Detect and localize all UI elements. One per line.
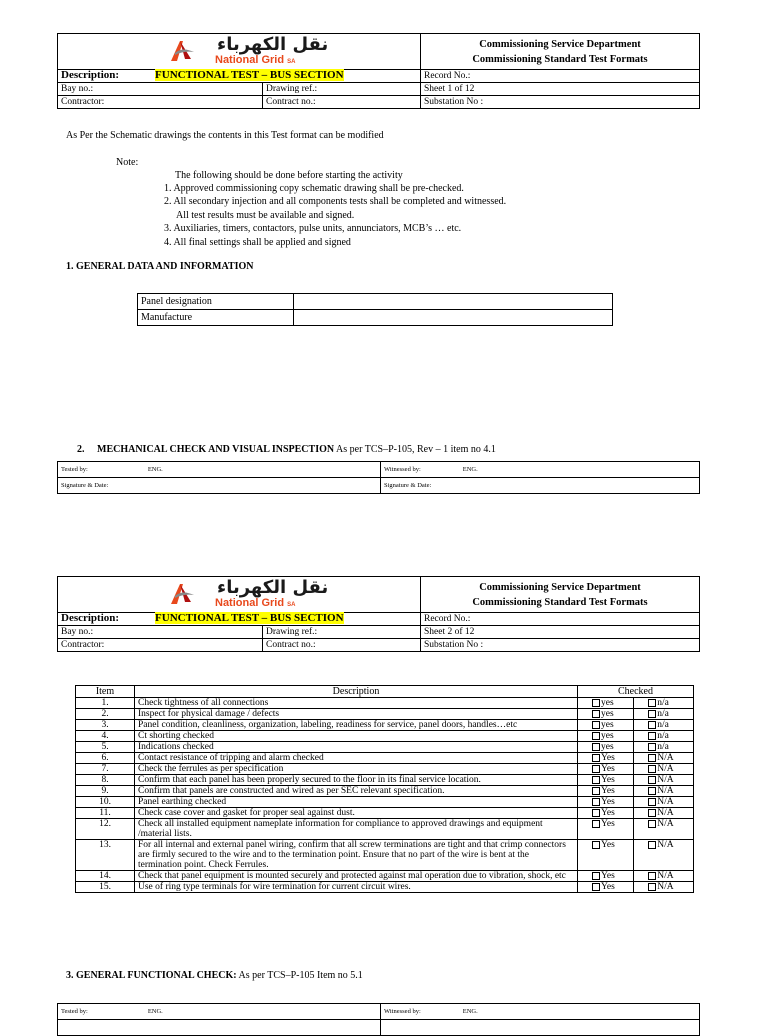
yes-checkbox[interactable]	[592, 754, 600, 762]
yes-checkbox[interactable]	[592, 721, 600, 729]
item-description: Ct shorting checked	[135, 731, 578, 742]
section3-heading	[66, 970, 363, 981]
yes-checkbox[interactable]	[592, 809, 600, 817]
header-table-1	[57, 33, 700, 109]
checked-cell	[578, 709, 634, 720]
item-number: 5.	[76, 742, 135, 753]
checked-cell	[578, 753, 634, 764]
yes-label: Yes	[601, 797, 615, 807]
na-label: n/a	[657, 709, 669, 719]
record-no: Record No.:	[421, 613, 700, 626]
na-checkbox[interactable]	[648, 798, 656, 806]
contract-no: Contract no.:	[263, 639, 421, 652]
checked-cell	[578, 720, 634, 731]
checked-cell	[634, 775, 694, 786]
section2-number: 2.	[77, 444, 85, 455]
yes-label: yes	[601, 731, 614, 741]
logo-cell	[58, 577, 421, 613]
yes-checkbox[interactable]	[592, 841, 600, 849]
company-suffix: SA	[287, 602, 296, 608]
item-number: 2.	[76, 709, 135, 720]
checked-cell	[634, 709, 694, 720]
table-row	[76, 871, 694, 882]
na-label: N/A	[657, 840, 674, 850]
table-row	[76, 775, 694, 786]
checked-cell	[578, 819, 634, 840]
drawing-ref: Drawing ref.:	[263, 83, 421, 96]
item-number: 4.	[76, 731, 135, 742]
logo-cell	[58, 34, 421, 70]
item-number: 15.	[76, 882, 135, 893]
contractor: Contractor:	[58, 96, 263, 109]
table-row	[76, 720, 694, 731]
na-label: n/a	[657, 698, 669, 708]
yes-checkbox[interactable]	[592, 710, 600, 718]
description-value: FUNCTIONAL TEST – BUS SECTION	[155, 69, 344, 81]
table-row	[76, 882, 694, 893]
checked-cell	[578, 764, 634, 775]
item-description: Panel earthing checked	[135, 797, 578, 808]
na-label: N/A	[657, 786, 674, 796]
sheet-number: Sheet 2 of 12	[421, 626, 700, 639]
section3-title: 3. GENERAL FUNCTIONAL CHECK:	[66, 970, 237, 981]
yes-checkbox[interactable]	[592, 699, 600, 707]
yes-checkbox[interactable]	[592, 883, 600, 891]
tested-signature-date: Signature & Date:	[58, 478, 381, 494]
witnessed-by-label: Witnessed by:	[384, 466, 421, 473]
na-checkbox[interactable]	[648, 732, 656, 740]
company-arabic-name: نقل الكهرباء	[217, 577, 329, 598]
checked-cell	[634, 720, 694, 731]
item-description: Contact resistance of tripping and alarm checked	[135, 753, 578, 764]
standard-formats: Commissioning Standard Test Formats	[472, 596, 648, 608]
yes-label: Yes	[601, 786, 615, 796]
col-checked-header: Checked	[578, 686, 694, 698]
checked-cell	[634, 819, 694, 840]
checked-cell	[578, 882, 634, 893]
note-item: 4. All final settings shall be applied and signed	[164, 237, 351, 248]
general-data-table	[137, 293, 613, 326]
checked-cell	[634, 731, 694, 742]
yes-checkbox[interactable]	[592, 820, 600, 828]
department-cell	[421, 577, 700, 613]
checked-cell	[634, 753, 694, 764]
na-label: N/A	[657, 797, 674, 807]
national-grid-logo-icon	[169, 39, 195, 63]
checked-cell	[578, 786, 634, 797]
department-name: Commissioning Service Department	[479, 581, 641, 593]
record-no: Record No.:	[421, 70, 700, 83]
na-label: n/a	[657, 720, 669, 730]
checked-cell	[578, 840, 634, 871]
table-row	[76, 709, 694, 720]
item-description: Panel condition, cleanliness, organization, labeling, readiness for service, panel doors, handles…etc	[135, 720, 578, 731]
item-number: 8.	[76, 775, 135, 786]
table-row	[76, 808, 694, 819]
na-checkbox[interactable]	[648, 754, 656, 762]
company-arabic-name: نقل الكهرباء	[217, 34, 329, 55]
tested-by-eng: ENG.	[147, 466, 163, 473]
yes-label: Yes	[601, 882, 615, 892]
na-checkbox[interactable]	[648, 710, 656, 718]
department-name: Commissioning Service Department	[479, 38, 641, 50]
checked-cell	[634, 786, 694, 797]
yes-label: yes	[601, 709, 614, 719]
table-row	[76, 731, 694, 742]
witnessed-by-label: Witnessed by:	[384, 1008, 421, 1015]
inspection-checklist-table	[75, 685, 694, 893]
yes-label: Yes	[601, 871, 615, 881]
na-label: N/A	[657, 764, 674, 774]
yes-checkbox[interactable]	[592, 872, 600, 880]
yes-label: yes	[601, 720, 614, 730]
signoff-table-2	[57, 1003, 700, 1036]
section1-title: 1. GENERAL DATA AND INFORMATION	[66, 261, 254, 272]
company-english-name: National Grid	[215, 597, 285, 609]
item-description: Use of ring type terminals for wire termination for current circuit wires.	[135, 882, 578, 893]
na-checkbox[interactable]	[648, 787, 656, 795]
tested-signature-date	[58, 1020, 381, 1036]
yes-checkbox[interactable]	[592, 776, 600, 784]
table-row	[76, 764, 694, 775]
table-row	[76, 786, 694, 797]
substation-no: Substation No :	[421, 639, 700, 652]
contract-no: Contract no.:	[263, 96, 421, 109]
manufacture-field[interactable]	[294, 310, 613, 326]
na-checkbox[interactable]	[648, 721, 656, 729]
substation-no: Substation No :	[421, 96, 700, 109]
table-row	[76, 698, 694, 709]
na-checkbox[interactable]	[648, 743, 656, 751]
intro-text: As Per the Schematic drawings the contents in this Test format can be modified	[66, 130, 384, 141]
item-number: 14.	[76, 871, 135, 882]
contractor: Contractor:	[58, 639, 263, 652]
checked-cell	[578, 808, 634, 819]
yes-label: Yes	[601, 840, 615, 850]
checked-cell	[578, 698, 634, 709]
checked-cell	[634, 764, 694, 775]
bay-no: Bay no.:	[58, 626, 263, 639]
checked-cell	[578, 871, 634, 882]
item-description: Indications checked	[135, 742, 578, 753]
yes-checkbox[interactable]	[592, 743, 600, 751]
col-item-header: Item	[76, 686, 135, 698]
yes-label: yes	[601, 742, 614, 752]
section3-ref: As per TCS–P-105 Item no 5.1	[236, 970, 363, 981]
item-description: Check tightness of all connections	[135, 698, 578, 709]
note-item: 1. Approved commissioning copy schematic drawing shall be pre-checked.	[164, 183, 464, 194]
na-label: N/A	[657, 775, 674, 785]
yes-label: yes	[601, 698, 614, 708]
note-item: All test results must be available and signed.	[176, 210, 355, 221]
na-label: N/A	[657, 753, 674, 763]
na-checkbox[interactable]	[648, 776, 656, 784]
department-cell	[421, 34, 700, 70]
na-label: N/A	[657, 819, 674, 829]
item-number: 6.	[76, 753, 135, 764]
yes-label: Yes	[601, 753, 615, 763]
tested-by-label: Tested by:	[61, 466, 88, 473]
item-number: 7.	[76, 764, 135, 775]
note-lead: The following should be done before starting the activity	[175, 170, 403, 181]
signoff-table-1	[57, 461, 700, 494]
manufacture-label: Manufacture	[138, 310, 294, 326]
item-description: Confirm that each panel has been properly secured to the floor in its final service location.	[135, 775, 578, 786]
yes-label: Yes	[601, 775, 615, 785]
description-label: Description:	[61, 69, 120, 81]
na-checkbox[interactable]	[648, 883, 656, 891]
na-checkbox[interactable]	[648, 841, 656, 849]
na-checkbox[interactable]	[648, 820, 656, 828]
section2-ref: As per TCS–P-105, Rev – 1 item no 4.1	[334, 444, 496, 455]
company-suffix: SA	[287, 59, 296, 65]
witnessed-by-eng: ENG.	[462, 1008, 478, 1015]
table-row	[76, 819, 694, 840]
note-label: Note:	[116, 157, 139, 168]
checked-cell	[634, 882, 694, 893]
item-description: Check all installed equipment nameplate information for compliance to approved drawings and equipment /material lists.	[135, 819, 578, 840]
item-description: Check that panel equipment is mounted securely and protected against mal operation due to vibration, shock, etc	[135, 871, 578, 882]
header-table-2	[57, 576, 700, 652]
note-item: 3. Auxiliaries, timers, contactors, pulse units, annunciators, MCB’s … etc.	[164, 223, 462, 234]
na-label: N/A	[657, 808, 674, 818]
standard-formats: Commissioning Standard Test Formats	[472, 53, 648, 65]
yes-checkbox[interactable]	[592, 787, 600, 795]
yes-checkbox[interactable]	[592, 798, 600, 806]
item-description: Check the ferrules as per specification	[135, 764, 578, 775]
table-row	[76, 840, 694, 871]
checked-cell	[578, 731, 634, 742]
yes-label: Yes	[601, 764, 615, 774]
tested-by-label: Tested by:	[61, 1008, 88, 1015]
sheet-number: Sheet 1 of 12	[421, 83, 700, 96]
na-label: N/A	[657, 882, 674, 892]
checked-cell	[634, 742, 694, 753]
yes-label: Yes	[601, 808, 615, 818]
item-number: 10.	[76, 797, 135, 808]
description-label: Description:	[61, 612, 120, 624]
na-label: N/A	[657, 871, 674, 881]
panel-designation-label: Panel designation	[138, 294, 294, 310]
na-checkbox[interactable]	[648, 872, 656, 880]
yes-checkbox[interactable]	[592, 732, 600, 740]
yes-label: Yes	[601, 819, 615, 829]
drawing-ref: Drawing ref.:	[263, 626, 421, 639]
note-item: 2. All secondary injection and all components tests shall be completed and witnessed.	[164, 196, 507, 207]
checked-cell	[634, 808, 694, 819]
item-description: Check case cover and gasket for proper seal against dust.	[135, 808, 578, 819]
na-label: n/a	[657, 742, 669, 752]
na-checkbox[interactable]	[648, 809, 656, 817]
table-row	[76, 797, 694, 808]
table-row	[76, 742, 694, 753]
checked-cell	[634, 840, 694, 871]
section2-heading	[77, 444, 496, 455]
checked-cell	[578, 775, 634, 786]
section2-title: MECHANICAL CHECK AND VISUAL INSPECTION	[97, 444, 335, 455]
na-checkbox[interactable]	[648, 699, 656, 707]
item-number: 9.	[76, 786, 135, 797]
checked-cell	[634, 871, 694, 882]
checked-cell	[634, 698, 694, 709]
item-number: 3.	[76, 720, 135, 731]
item-number: 1.	[76, 698, 135, 709]
na-checkbox[interactable]	[648, 765, 656, 773]
bay-no: Bay no.:	[58, 83, 263, 96]
checked-cell	[578, 742, 634, 753]
checked-cell	[578, 797, 634, 808]
checked-cell	[634, 797, 694, 808]
col-description-header: Description	[135, 686, 578, 698]
tested-by-eng: ENG.	[147, 1008, 163, 1015]
table-row	[76, 753, 694, 764]
item-number: 13.	[76, 840, 135, 871]
company-english-name: National Grid	[215, 54, 285, 66]
witnessed-signature-date	[381, 1020, 700, 1036]
witnessed-signature-date: Signature & Date:	[381, 478, 700, 494]
description-value: FUNCTIONAL TEST – BUS SECTION	[155, 612, 344, 624]
national-grid-logo-icon	[169, 582, 195, 606]
panel-designation-field[interactable]	[294, 294, 613, 310]
item-description: Inspect for physical damage / defects	[135, 709, 578, 720]
na-label: n/a	[657, 731, 669, 741]
witnessed-by-eng: ENG.	[462, 466, 478, 473]
item-number: 11.	[76, 808, 135, 819]
item-description: Confirm that panels are constructed and wired as per SEC relevant specification.	[135, 786, 578, 797]
item-description: For all internal and external panel wiring, confirm that all screw terminations are tight and that crimp connectors are firmly secured to the wire and to the termination point. Ensure that no part of the wire is bent at the termination point. Check Ferrules.	[135, 840, 578, 871]
item-number: 12.	[76, 819, 135, 840]
yes-checkbox[interactable]	[592, 765, 600, 773]
